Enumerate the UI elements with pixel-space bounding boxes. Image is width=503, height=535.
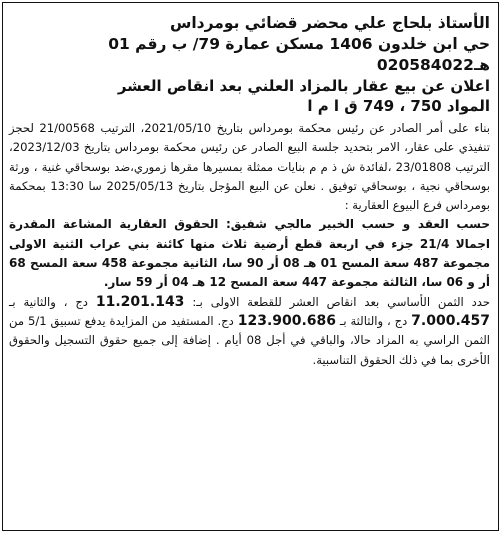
- price-connector-1: دج ، والثانية بـ: [9, 294, 96, 309]
- price-intro: حدد الثمن الأساسي بعد انقاص العشر للقطعة الاولى بـ:: [184, 294, 491, 309]
- notice-legal-articles: المواد 750 ، 749 ق ا م ا: [307, 97, 490, 115]
- legal-notice: [2, 2, 499, 531]
- price-plot-1: 11.201.143: [95, 293, 185, 310]
- notice-body: [9, 119, 490, 370]
- price-plot-3: 123.900.686: [237, 312, 337, 329]
- bailiff-name: الأستاذ بلحاج علي محضر قضائي بومرداس: [169, 14, 490, 32]
- bailiff-phone: هـ020584022: [376, 56, 490, 74]
- paragraph-order: بناء على أمر الصادر عن رئيس محكمة بومرداس بتاريخ 2021/05/10، الترتيب 21/00568 لحجز تنفيذي على عقار، الامر بتحديد جلسة البيع الصادر عن رئيس محكمة بومرداس بتاريخ 2023/12/03، الترتيب 23/01808 ،لفائدة ش ذ م م بنايات ممثلة بمسيرها مقرها زموري،ضد بوسحاقي غنية ، ورثة بوسحاقي نجية ، بوسحاقي توفيق . نعلن عن البيع المؤجل بتاريخ 2025/05/13 سا 13:30 بمحكمة بومرداس فرع البيوع العقارية :: [9, 121, 491, 213]
- notice-title: اعلان عن بيع عقار بالمزاد العلني بعد انقاص العشر: [117, 77, 490, 95]
- price-terms: دج. المستفيد من المزايدة يدفع تسبيق 5/1 من الثمن الراسي به المزاد حالا، والباقي في أجل 08 أيام . إضافة إلى جميع حقوق التسجيل والحقوق الأخرى بما في ذلك الحقوق التناسبية.: [9, 313, 490, 367]
- bailiff-address: حي ابن خلدون 1406 مسكن عمارة 79/ ب رقم 01: [108, 35, 490, 53]
- paragraph-property: حسب العقد و حسب الخبير مالجي شفيق: الحقوق العقارية المشاعة المقدرة اجمالا 21/4 جزء في اربعة قطع أرضية ثلاث منها كائنة بني عراب الثنية الاولى مجموعة 487 سعة المسح 01 هـ 08 أر 90 سا، الثانية مجموعة 458 سعة المسح 68 أر و 06 سا، الثالثة مجموعة 447 سعة المسح 12 هـ 04 أر 59 سار.: [9, 217, 490, 290]
- price-plot-2: 7.000.457: [411, 312, 490, 329]
- paragraph-price: [9, 293, 490, 370]
- price-connector-2: دج ، والثالثة بـ: [336, 313, 412, 328]
